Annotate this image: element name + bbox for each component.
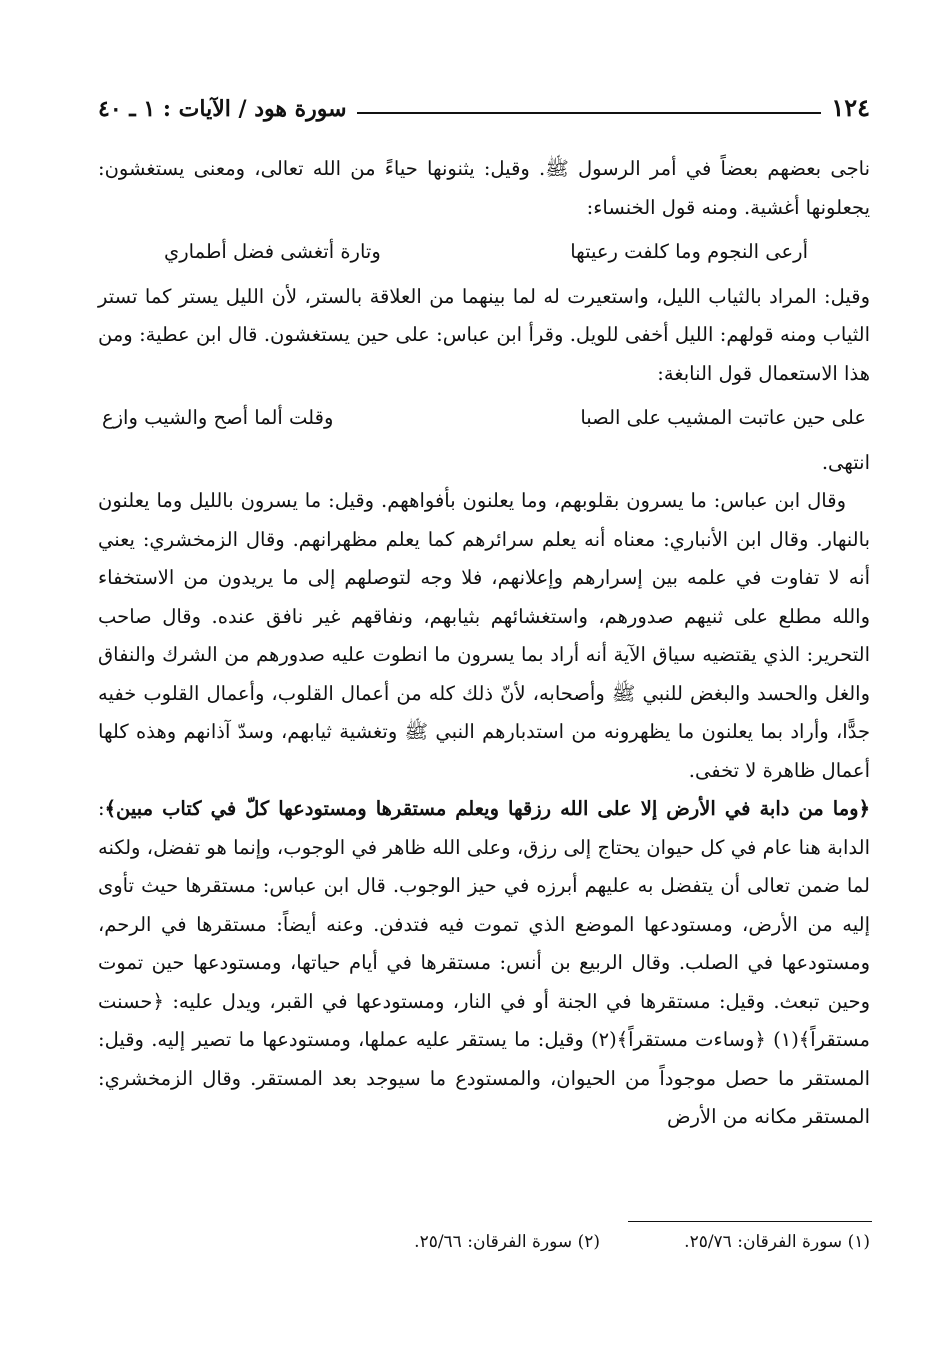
poem-verse-2 <box>98 399 870 438</box>
paragraph-5-text: : الدابة هنا عام في كل حيوان يحتاج إلى رزق، وعلى الله ظاهر في الوجوب، وإنما هو تفضل، ولكنه لما ضمن تعالى أن يتفضل به عليهم أبرزه في حيز الوجوب. قال ابن عباس: مستقرها حيث تأوى إليه من الأرض، ومستودعها الموضع الذي تموت فيه فتدفن. وعنه أيضاً: مستقرها في الرحم، ومستودعها في الصلب. وقال الربيع بن أنس: مستقرها في أيام حياتها، ومستودعها حين تموت وحين تبعث. وقيل: مستقرها في الجنة أو في النار، ومستودعها في القبر، ويدل عليه: ﴿حسنت مستقراً﴾(١) ﴿وساءت مستقراً﴾(٢) وقيل: ما يستقر عليه عملها، ومستودعها ما تصير إليه. وقيل: المستقر ما حصل موجوداً من الحيوان، والمستودع ما سيوجد بعد المستقر. وقال الزمخشري: المستقر مكانه من الأرض <box>98 797 871 1128</box>
poem-verse-1 <box>98 233 870 272</box>
running-title: سورة هود / الآيات : ١ ـ ٤٠ <box>98 96 347 122</box>
verse-2-first-hemistich: على حين عاتبت المشيب على الصبا <box>580 406 866 429</box>
header-rule <box>357 112 822 114</box>
page-number: ١٢٤ <box>831 93 870 122</box>
footnote-2: (٢) سورة الفرقان: ٢٥/٦٦. <box>414 1232 600 1252</box>
footnote-rule <box>628 1221 872 1222</box>
footnotes <box>98 1232 870 1252</box>
verse-2-second-hemistich: وقلت ألما أصح والشيب وازع <box>102 406 334 429</box>
main-text <box>98 150 870 1137</box>
footnote-1: (١) سورة الفرقان: ٢٥/٧٦. <box>684 1232 870 1252</box>
paragraph-3: انتهى. <box>821 450 870 474</box>
page-header <box>98 88 870 122</box>
quran-verse: ﴿وما من دابة في الأرض إلا على الله رزقها ويعلم مستقرها ومستودعها كلّ في كتاب مبين﴾ <box>104 797 870 820</box>
verse-1-second-hemistich: وتارة أتغشى فضل أطماري <box>164 240 381 263</box>
paragraph-2: وقيل: المراد بالثياب الليل، واستعيرت له لما بينهما من العلاقة بالستر، لأن الليل يستر كما تستر الثياب ومنه قولهم: الليل أخفى للويل. وقرأ ابن عباس: على حين يستغشون. قال ابن عطية: ومن هذا الاستعمال قول النابغة: <box>98 284 870 385</box>
paragraph-1: ناجى بعضهم بعضاً في أمر الرسول ﷺ. وقيل: يثنونها حياءً من الله تعالى، ومعنى يستغشون: يجعلونها أغشية. ومنه قول الخنساء: <box>98 157 870 219</box>
paragraph-5 <box>98 790 870 1137</box>
verse-1-first-hemistich: أرعى النجوم وما كلفت رعيتها <box>570 240 808 263</box>
paragraph-4: وقال ابن عباس: ما يسرون بقلوبهم، وما يعلنون بأفواههم. وقيل: ما يسرون بالليل وما يعلنون بالنهار. وقال ابن الأنباري: معناه أنه يعلم سرائرهم كما يعلم مظهرانهم. وقال الزمخشري: يعني أنه لا تفاوت في علمه بين إسرارهم وإعلانهم، فلا وجه لتوصلهم إلى ما يريدون من الاستخفاء والله مطلع على ثنيهم صدورهم، واستغشائهم بثيابهم، ونفاقهم غير نافق عنده. وقال صاحب التحرير: الذي يقتضيه سياق الآية أنه أراد بما يسرون ما انطوت عليه صدورهم من الشرك والنفاق والغل والحسد والبغض للنبي ﷺ وأصحابه، لأنّ ذلك كله من أعمال القلوب، وأعمال القلوب خفيه جدًّا، وأراد بما يعلنون ما يظهرونه من استدبارهم النبي ﷺ وتغشية ثيابهم، وسدّ آذانهم وهذه كلها أعمال ظاهرة لا تخفى. <box>98 489 870 782</box>
